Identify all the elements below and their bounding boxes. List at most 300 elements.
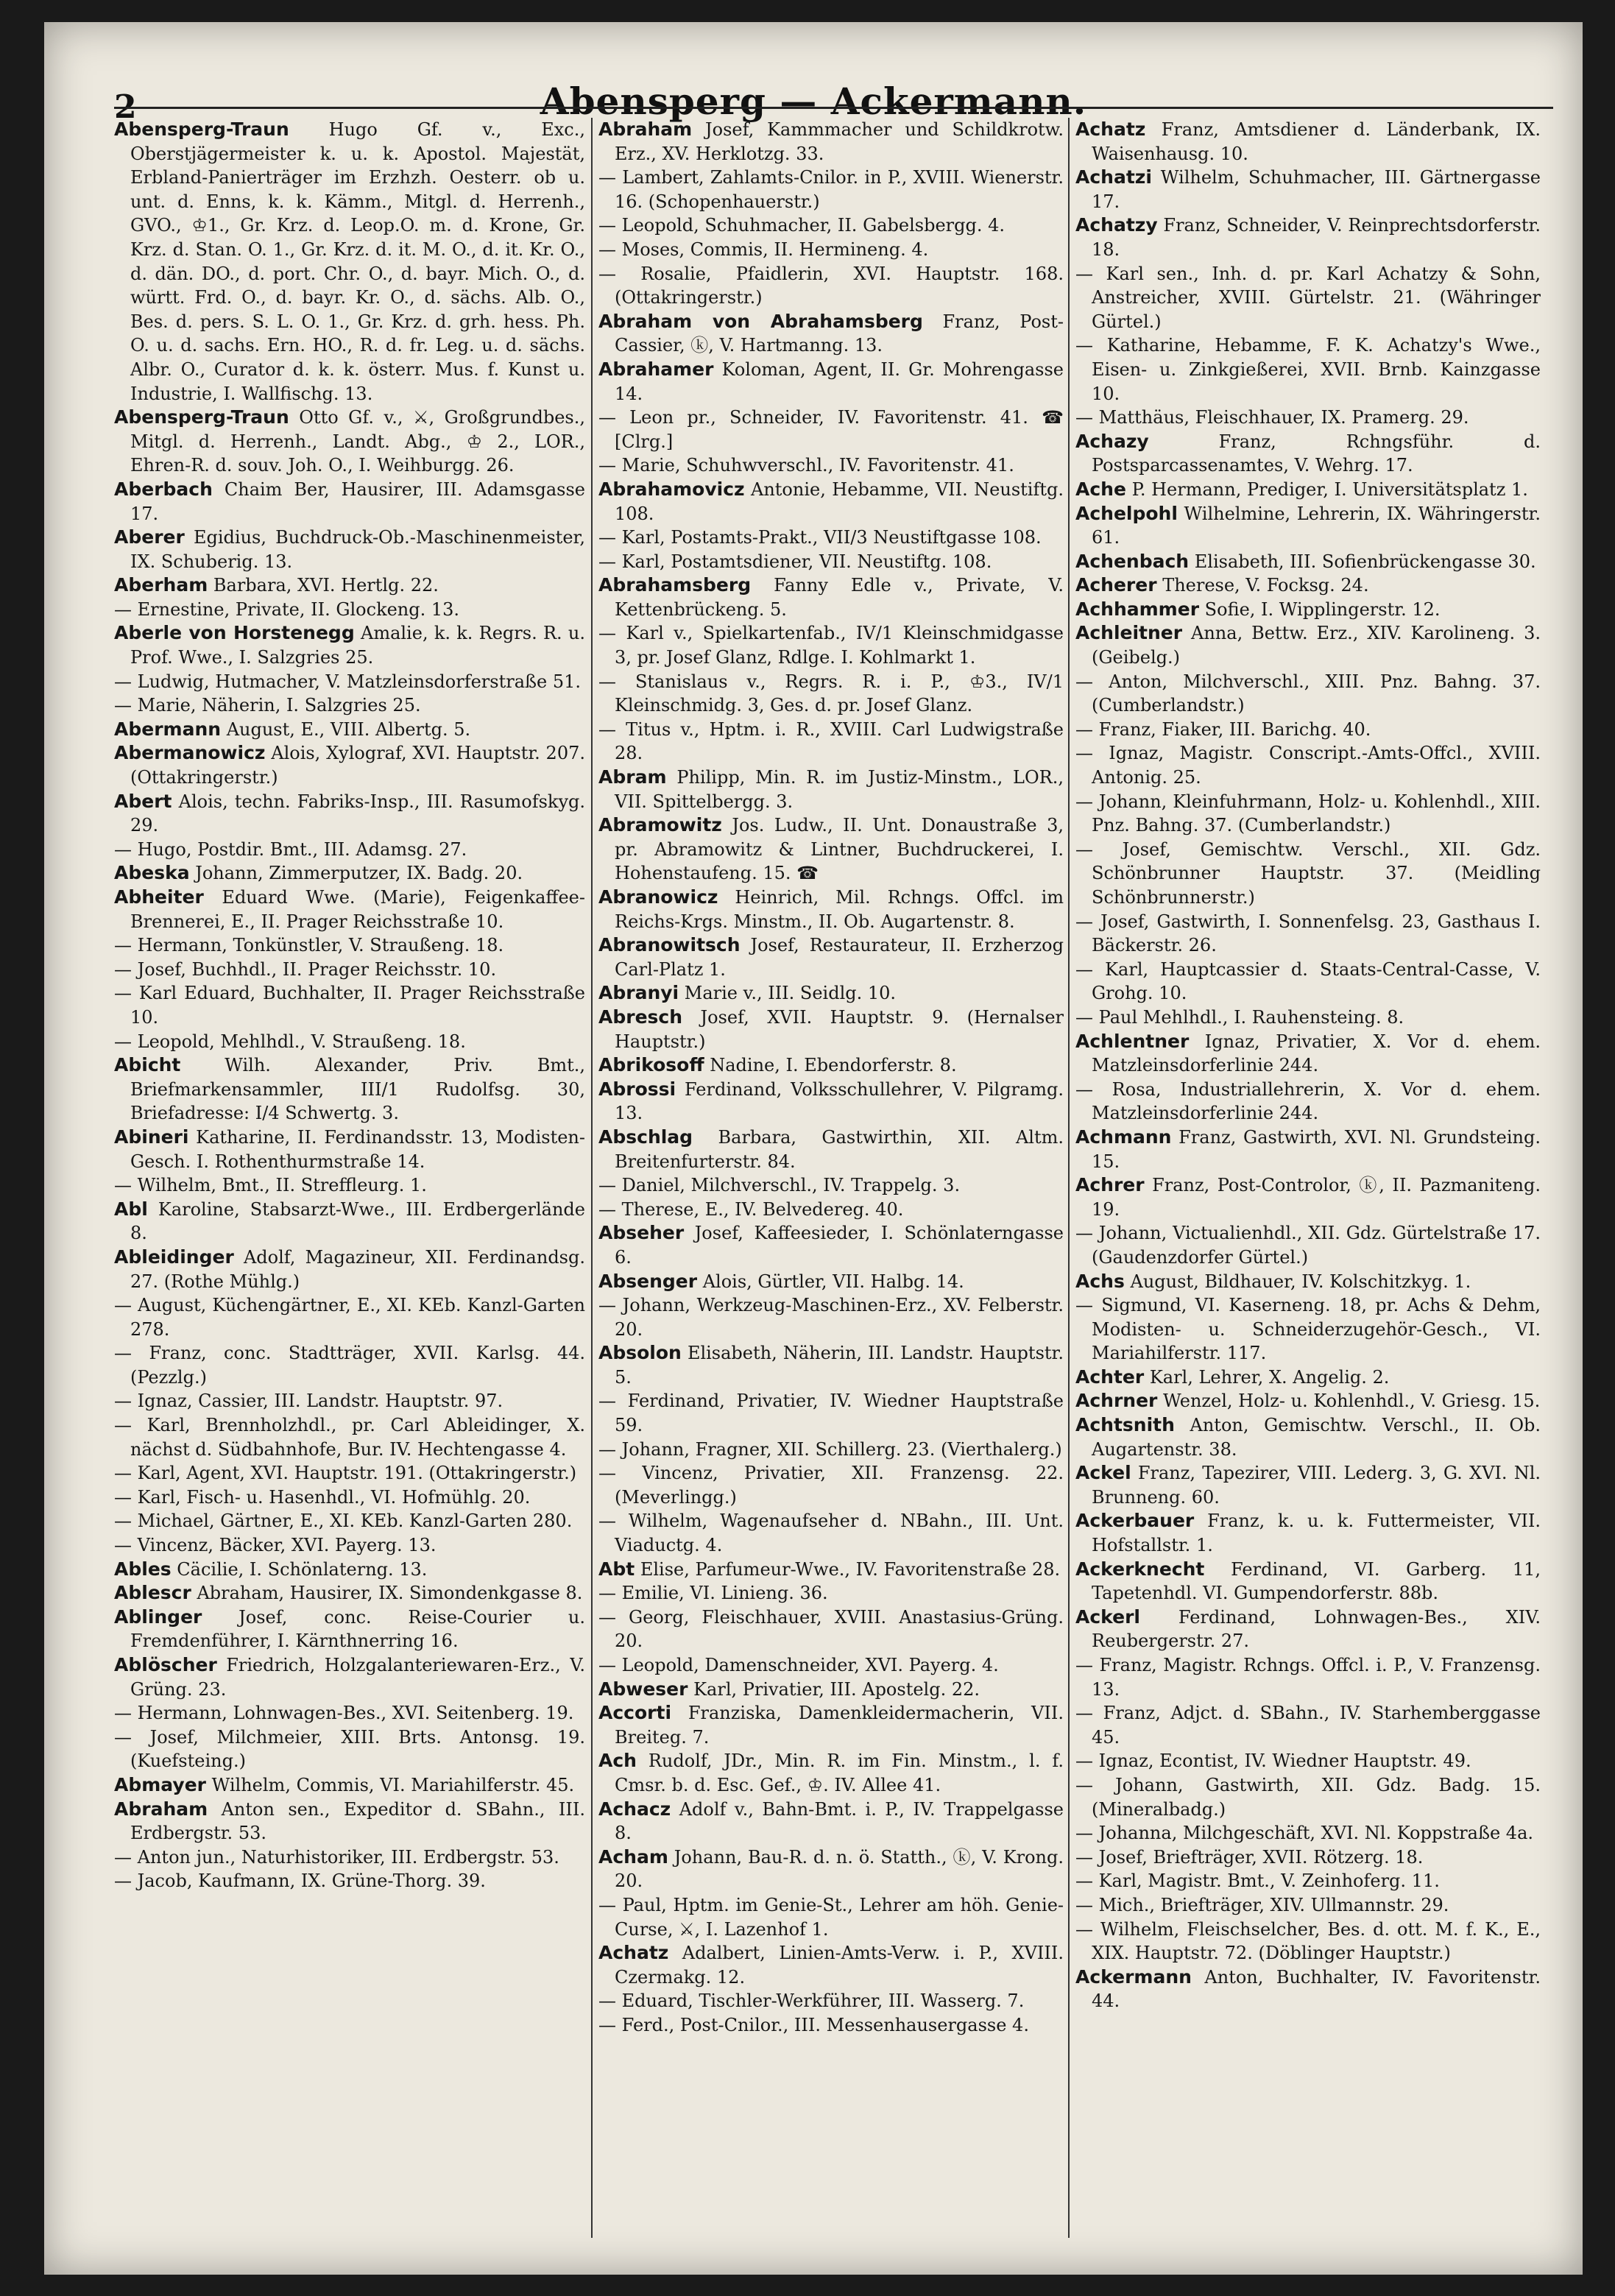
directory-entry (114, 718, 585, 742)
entry-details: Hugo Gf. v., Exc., Oberstjägermeister k. u. k. Apostol. Majestät, Erbland-Panierträger im Erzhzh. Oesterr. ob u. unt. d. Enns, k. k. Kämm., Mitgl. d. Herrenh., GVO., ♔1., Gr. Krz. d. Leop.O. m. d. Krone, Gr. Krz. d. Stan. O. 1., Gr. Krz. d. it. M. O., d. it. Kr. O., d. dän. DO., d. port. Chr. O., d. bayr. Mich. O., d. württ. Frd. O., d. bayr. Kr. O., d. sächs. Alb. O., Bes. d. pers. S. L. O. 1., Gr. Krz. d. grh. hess. Ph. O. u. d. sachs. Ern. HO., R. d. fr. Leg. u. d. sächs. Albr. O., Curator d. k. k. österr. Mus. f. Kunst u. Industrie, I. Wallfischg. 13. (130, 119, 585, 404)
directory-entry (598, 1941, 1064, 1989)
entry-details: Egidius, Buchdruck-Ob.-Maschinenmeister, IX. Schuberig. 13. (130, 527, 585, 572)
entry-surname: Abrahamer (598, 358, 714, 380)
directory-entry (598, 1558, 1064, 1582)
directory-entry (1075, 621, 1541, 669)
directory-entry (114, 1341, 585, 1389)
entry-surname: Abranowitsch (598, 934, 741, 956)
directory-entry (114, 1869, 585, 1893)
entry-details: — Leon pr., Schneider, IV. Favoritenstr. 41. ☎ [Clrg.] (598, 407, 1064, 452)
directory-entry (114, 478, 585, 526)
directory-entry (1075, 1606, 1541, 1653)
entry-surname: Absolon (598, 1342, 682, 1364)
entry-surname: Abramowitz (598, 814, 722, 836)
directory-entry (1075, 718, 1541, 742)
entry-details: — Leopold, Mehlhdl., V. Straußeng. 18. (114, 1031, 466, 1052)
entry-details: Franz, Rchngsführ. d. Postsparcassenamtes, V. Wehrg. 17. (1092, 431, 1541, 476)
entry-details: — Marie, Schuhwverschl., IV. Favoritenstr. 41. (598, 455, 1014, 476)
entry-details: Franz, Schneider, V. Reinprechtsdorferstr. 18. (1092, 215, 1541, 260)
entry-surname: Achhammer (1075, 598, 1200, 620)
entry-surname: Achatz (598, 1942, 669, 1964)
directory-entry (114, 981, 585, 1029)
entry-details: Therese, V. Focksg. 24. (1162, 575, 1369, 596)
entry-details: Rudolf, JDr., Min. R. im Fin. Minstm., l. f. Cmsr. b. d. Esc. Gef., ♔. IV. Allee 41. (615, 1751, 1064, 1795)
entry-surname: Abraham von Abrahamsberg (598, 310, 923, 332)
entry-details: — Ferd., Post-Cnilor., III. Messenhausergasse 4. (598, 2014, 1029, 2035)
directory-entry (1075, 1461, 1541, 1509)
entry-surname: Abschlag (598, 1126, 693, 1148)
entry-details: Franz, Tapezirer, VIII. Lederg. 3, G. XVI. Nl. Brunneng. 60. (1092, 1463, 1541, 1508)
directory-entry (1075, 1893, 1541, 1918)
entry-surname: Ackermann (1075, 1965, 1192, 1988)
directory-entry (1075, 958, 1541, 1006)
directory-entry (114, 1486, 585, 1510)
entry-surname: Achatzy (1075, 214, 1158, 236)
entry-details: Alois, techn. Fabriks-Insp., III. Rasumofskyg. 29. (130, 791, 585, 836)
entry-details: — Josef, Briefträger, XVII. Rötzerg. 18. (1075, 1846, 1424, 1868)
entry-details: — Franz, Magistr. Rchngs. Offcl. i. P., V. Franzensg. 13. (1075, 1655, 1541, 1700)
directory-entry (1075, 1293, 1541, 1366)
directory-entry (114, 1773, 585, 1798)
entry-details: — Karl, Agent, XVI. Hauptstr. 191. (Ottakringerstr.) (114, 1463, 577, 1484)
directory-entry (1075, 1773, 1541, 1821)
entry-details: — Franz, Adjct. d. SBahn., IV. Starhemberggasse 45. (1075, 1703, 1541, 1748)
entry-details: — Georg, Fleischhauer, XVIII. Anastasius-Grüng. 20. (598, 1606, 1064, 1652)
directory-entry (1075, 1006, 1541, 1030)
directory-entry (114, 1845, 585, 1870)
entry-surname: Abensperg-Traun (114, 119, 289, 140)
directory-entry (598, 1461, 1064, 1509)
directory-entry (1075, 1869, 1541, 1893)
entry-details: August, Bildhauer, IV. Kolschitzkyg. 1. (1130, 1271, 1471, 1292)
entry-surname: Abermann (114, 718, 222, 740)
directory-entry (598, 573, 1064, 621)
directory-entry (1075, 166, 1541, 213)
directory-entry (1075, 1701, 1541, 1749)
entry-details: — Titus v., Hptm. i. R., XVIII. Carl Ludwigstraße 28. (598, 718, 1064, 764)
entry-surname: Abrossi (598, 1078, 676, 1100)
directory-entry (598, 1509, 1064, 1557)
directory-entry (598, 1893, 1064, 1941)
directory-entry (114, 1701, 585, 1725)
entry-surname: Achtsnith (1075, 1414, 1175, 1436)
directory-entry (1075, 1389, 1541, 1413)
entry-details: — Moses, Commis, II. Hermineng. 4. (598, 239, 929, 260)
entry-details: — Paul Mehlhdl., I. Rauhensteing. 8. (1075, 1006, 1404, 1028)
entry-details: — Ignaz, Magistr. Conscript.-Amts-Offcl., XVIII. Antonig. 25. (1075, 743, 1541, 788)
directory-entry (598, 766, 1064, 813)
entry-details: — Karl, Magistr. Bmt., V. Zeinhoferg. 11. (1075, 1871, 1440, 1892)
directory-entry (598, 1293, 1064, 1341)
entry-details: — Johann, Werkzeug-Maschinen-Erz., XV. Felberstr. 20. (598, 1295, 1064, 1340)
column-1 (114, 118, 585, 2238)
entry-details: — Johann, Kleinfuhrmann, Holz- u. Kohlenhdl., XIII. Pnz. Bahng. 37. (Cumberlandstr.) (1075, 791, 1541, 836)
directory-entry (1075, 1030, 1541, 1078)
entry-details: — Leopold, Schuhmacher, II. Gabelsbergg. 4. (598, 215, 1006, 236)
directory-entry (1075, 406, 1541, 430)
directory-entry (114, 406, 585, 478)
directory-entry (114, 598, 585, 622)
entry-details: — Rosa, Industriallehrerin, X. Vor d. ehem. Matzleinsdorferlinie 244. (1075, 1078, 1541, 1124)
entry-surname: Ackerknecht (1075, 1558, 1205, 1580)
directory-entry (114, 118, 585, 406)
entry-details: — Wilhelm, Wagenaufseher d. NBahn., III. Unt. Viaductg. 4. (598, 1511, 1064, 1556)
entry-surname: Abraham (114, 1798, 208, 1820)
entry-details: Amalie, k. k. Regrs. R. u. Prof. Wwe., I. Salzgries 25. (130, 623, 585, 668)
entry-details: — Ferdinand, Privatier, IV. Wiedner Hauptstraße 59. (598, 1391, 1064, 1436)
entry-details: Koloman, Agent, II. Gr. Mohrengasse 14. (615, 358, 1064, 404)
directory-entry (1075, 1126, 1541, 1173)
entry-details: Nadine, I. Ebendorferstr. 8. (710, 1055, 957, 1076)
entry-details: Ferdinand, VI. Garberg. 11, Tapetenhdl. VI. Gumpendorferstr. 88b. (1092, 1558, 1541, 1604)
directory-entry (598, 406, 1064, 453)
directory-entry (114, 1461, 585, 1486)
entry-details: — Karl, Fisch- u. Hasenhdl., VI. Hofmühlg. 20. (114, 1486, 531, 1508)
directory-entry (114, 1725, 585, 1773)
directory-entry (598, 1653, 1064, 1678)
entry-details: — Ludwig, Hutmacher, V. Matzleinsdorferstraße 51. (114, 671, 582, 692)
directory-entry (598, 166, 1064, 213)
entry-surname: Aberer (114, 526, 185, 548)
entry-details: Adalbert, Linien-Amts-Verw. i. P., XVIII. Czermakg. 12. (615, 1943, 1064, 1988)
directory-entry (598, 118, 1064, 166)
directory-entry (598, 310, 1064, 358)
entry-details: — Matthäus, Fleischhauer, IX. Pramerg. 29. (1075, 407, 1469, 428)
directory-entry (114, 886, 585, 933)
entry-surname: Abineri (114, 1126, 189, 1148)
entry-details: — August, Küchengärtner, E., XI. KEb. Kanzl-Garten 278. (114, 1295, 585, 1340)
entry-details: — Daniel, Milchverschl., IV. Trappelg. 3. (598, 1175, 961, 1196)
directory-entry (598, 238, 1064, 262)
entry-details: Karl, Privatier, III. Apostelg. 22. (693, 1678, 980, 1700)
directory-entry (598, 1341, 1064, 1389)
entry-surname: Achacz (598, 1798, 671, 1820)
entry-details: — Josef, Milchmeier, XIII. Brts. Antonsg. 19. (Kuefsteing.) (114, 1726, 585, 1772)
directory-entry (598, 1581, 1064, 1606)
directory-entry (1075, 502, 1541, 550)
directory-entry (598, 1053, 1064, 1078)
directory-entry (598, 1198, 1064, 1222)
directory-entry (114, 1606, 585, 1653)
directory-entry (1075, 333, 1541, 406)
entry-details: — Franz, conc. Stadtträger, XVII. Karlsg. 44. (Pezzlg.) (114, 1343, 585, 1388)
directory-entry (114, 1246, 585, 1293)
entry-surname: Ablöscher (114, 1654, 217, 1675)
entry-surname: Abheiter (114, 886, 204, 908)
entry-surname: Achlentner (1075, 1030, 1190, 1052)
entry-details: Sofie, I. Wipplingerstr. 12. (1204, 598, 1441, 620)
entry-details: — Franz, Fiaker, III. Barichg. 40. (1075, 718, 1371, 740)
directory-entry (598, 1389, 1064, 1437)
directory-entry (598, 886, 1064, 933)
directory-entry (598, 981, 1064, 1006)
directory-entry (598, 1078, 1064, 1126)
entry-details: Johann, Zimmerputzer, IX. Badg. 20. (195, 863, 523, 884)
entry-details: — Marie, Näherin, I. Salzgries 25. (114, 695, 421, 716)
entry-details: — Ernestine, Private, II. Glockeng. 13. (114, 598, 460, 620)
directory-entry (598, 718, 1064, 766)
entry-details: Eduard Wwe. (Marie), Feigenkaffee-Brennerei, E., II. Prager Reichsstraße 10. (130, 887, 585, 932)
entry-details: Katharine, II. Ferdinandsstr. 13, Modisten-Gesch. I. Rothenthurmstraße 14. (130, 1126, 585, 1172)
entry-details: Franziska, Damenkleidermacherin, VII. Breiteg. 7. (615, 1703, 1064, 1748)
entry-details: Chaim Ber, Hausirer, III. Adamsgasse 17. (130, 478, 585, 524)
entry-details: Barbara, XVI. Hertlg. 22. (213, 575, 439, 596)
entry-details: Marie v., III. Seidlg. 10. (684, 983, 897, 1004)
directory-entry (114, 670, 585, 694)
entry-details: Ferdinand, Volksschullehrer, V. Pilgramg. 13. (615, 1078, 1064, 1124)
directory-entry (1075, 598, 1541, 622)
directory-entry (1075, 1653, 1541, 1701)
entry-details: — Wilhelm, Fleischselcher, Bes. d. ott. M. f. K., E., XIX. Hauptstr. 72. (Döblinger Hauptstr.) (1075, 1918, 1541, 1964)
entry-details: — Ignaz, Econtist, IV. Wiedner Hauptstr. 49. (1075, 1751, 1471, 1772)
entry-surname: Ablescr (114, 1582, 191, 1604)
directory-entry (598, 2013, 1064, 2038)
entry-surname: Achter (1075, 1366, 1145, 1388)
entry-details: Josef, XVII. Hauptstr. 9. (Hernalser Hauptstr.) (615, 1006, 1064, 1052)
entry-details: Franz, Post-Controlor, ⓚ, II. Pazmaniteng. 19. (1092, 1175, 1541, 1220)
entry-details: — Jacob, Kaufmann, IX. Grüne-Thorg. 39. (114, 1871, 486, 1892)
directory-entry (114, 1653, 585, 1701)
directory-entry (598, 1126, 1064, 1173)
entry-details: Heinrich, Mil. Rchngs. Offcl. im Reichs-Krgs. Minstm., II. Ob. Augartenstr. 8. (615, 887, 1064, 932)
entry-details: Franz, Amtsdiener d. Länderbank, IX. Waisenhausg. 10. (1092, 119, 1541, 164)
directory-entry (1075, 1965, 1541, 2013)
directory-entry (598, 213, 1064, 238)
entry-surname: Ackerbauer (1075, 1510, 1195, 1532)
entry-details: — Therese, E., IV. Belvedereg. 40. (598, 1198, 904, 1220)
entry-surname: Achs (1075, 1270, 1125, 1292)
entry-surname: Aberbach (114, 478, 213, 500)
entry-details: — Anton, Milchverschl., XIII. Pnz. Bahng. 37. (Cumberlandstr.) (1075, 671, 1541, 716)
entry-details: Franz, Post-Cassier, ⓚ, V. Hartmanng. 13. (615, 311, 1064, 356)
entry-details: Jos. Ludw., II. Unt. Donaustraße 3, pr. Abramowitz & Lintner, Buchdruckerei, I. Hohenstaufeng. 15. ☎ (615, 815, 1064, 884)
header-rule (114, 107, 1553, 109)
entry-surname: Achazy (1075, 430, 1149, 452)
entry-details: — Karl, Postamts-Prakt., VII/3 Neustiftgasse 108. (598, 527, 1042, 548)
directory-entry (598, 670, 1064, 718)
entry-details: Wilh. Alexander, Priv. Bmt., Briefmarkensammler, III/1 Rudolfsg. 30, Briefadresse: I/4 Schwertg. 3. (130, 1055, 585, 1124)
directory-entry (114, 693, 585, 718)
entry-surname: Accorti (598, 1702, 672, 1724)
directory-entry (114, 741, 585, 789)
entry-details: Adolf, Magazineur, XII. Ferdinandsg. 27. (Rothe Mühlg.) (130, 1246, 585, 1292)
directory-entry (1075, 1749, 1541, 1773)
entry-surname: Abl (114, 1198, 148, 1220)
entry-details: Anton sen., Expeditor d. SBahn., III. Erdbergstr. 53. (130, 1798, 585, 1844)
entry-details: August, E., VIII. Albertg. 5. (226, 718, 471, 740)
entry-details: Johann, Bau-R. d. n. ö. Statth., ⓚ, V. Krong. 20. (615, 1846, 1064, 1892)
column-3 (1068, 118, 1541, 2238)
entry-details: Wenzel, Holz- u. Kohlenhdl., V. Griesg. 15. (1163, 1391, 1541, 1412)
directory-entry (598, 1173, 1064, 1198)
entry-surname: Abranowicz (598, 886, 718, 908)
entry-details: — Josef, Buchhdl., II. Prager Reichsstr. 10. (114, 958, 497, 980)
entry-details: Ferdinand, Lohnwagen-Bes., XIV. Reubergerstr. 27. (1092, 1606, 1541, 1652)
directory-entry (598, 262, 1064, 310)
directory-entry (1075, 1270, 1541, 1294)
entry-details: Josef, Kaffeesieder, I. Schönlaterngasse 6. (615, 1223, 1064, 1268)
entry-details: Wilhelm, Commis, VI. Mariahilferstr. 45. (211, 1774, 575, 1795)
entry-details: Philipp, Min. R. im Justiz-Minstm., LOR., VII. Spittelbergg. 3. (615, 767, 1064, 812)
entry-surname: Achrer (1075, 1174, 1145, 1196)
entry-surname: Achenbach (1075, 550, 1190, 572)
entry-surname: Ableidinger (114, 1246, 234, 1268)
directory-entry (598, 478, 1064, 526)
directory-entry (114, 1198, 585, 1246)
entry-details: — Karl, Postamtsdiener, VII. Neustiftg. 108. (598, 551, 992, 572)
entry-details: — Johanna, Milchgeschäft, XVI. Nl. Koppstraße 4a. (1075, 1823, 1534, 1844)
entry-details: — Hermann, Tonkünstler, V. Straußeng. 18. (114, 935, 504, 956)
directory-entry (1075, 910, 1541, 958)
directory-entry (1075, 1078, 1541, 1126)
directory-entry (598, 1221, 1064, 1269)
entry-details: — Leopold, Damenschneider, XVI. Payerg. 4. (598, 1655, 999, 1675)
entry-details: Wilhelm, Schuhmacher, III. Gärtnergasse 17. (1092, 167, 1541, 212)
directory-entry (598, 1270, 1064, 1294)
entry-details: — Lambert, Zahlamts-Cnilor. in P., XVIII. Wienerstr. 16. (Schopenhauerstr.) (598, 167, 1064, 212)
directory-entry (598, 1989, 1064, 2013)
directory-entry (1075, 1509, 1541, 1557)
directory-entry (1075, 1221, 1541, 1269)
directory-entry (598, 1606, 1064, 1653)
entry-surname: Achmann (1075, 1126, 1172, 1148)
entry-details: — Josef, Gemischtw. Verschl., XII. Gdz. Schönbrunner Hauptstr. 37. (Meidling Schönbrunnerstr.) (1075, 838, 1541, 908)
entry-surname: Ablinger (114, 1606, 202, 1628)
column-2 (591, 118, 1064, 2238)
entry-details: Josef, Kammmacher und Schildkrotw. Erz., XV. Herklotzg. 33. (615, 119, 1064, 164)
entry-surname: Acherer (1075, 574, 1157, 596)
running-head: Abensperg — Ackermann. (540, 80, 1087, 123)
entry-surname: Abranyi (598, 982, 679, 1004)
directory-entry (114, 1558, 585, 1582)
entry-details: — Wilhelm, Bmt., II. Streffleurg. 1. (114, 1175, 427, 1196)
directory-entry (598, 358, 1064, 406)
entry-surname: Achatzi (1075, 166, 1152, 188)
entry-details: Otto Gf. v., ⚔, Großgrundbes., Mitgl. d. Herrenh., Landt. Abg., ♔ 2., LOR., Ehren-R. d. souv. Joh. O., I. Weihburgg. 26. (130, 407, 585, 476)
directory-entry (1075, 1821, 1541, 1845)
page-header (44, 66, 1583, 125)
entry-details: Elisabeth, Näherin, III. Landstr. Hauptstr. 5. (615, 1343, 1064, 1388)
directory-entry (114, 1533, 585, 1558)
entry-details: — Hugo, Postdir. Bmt., III. Adamsg. 27. (114, 838, 467, 860)
directory-entry (1075, 118, 1541, 166)
entry-surname: Ache (1075, 478, 1126, 500)
directory-entry (1075, 1918, 1541, 1965)
directory-entry (1075, 430, 1541, 478)
entry-surname: Abrikosoff (598, 1054, 704, 1076)
directory-entry (114, 958, 585, 982)
entry-surname: Abert (114, 790, 172, 812)
directory-entry (1075, 478, 1541, 502)
entry-details: — Karl, Brennholzhdl., pr. Carl Ableidinger, X. nächst d. Südbahnhofe, Bur. IV. Hechtengasse 4. (114, 1415, 585, 1460)
entry-details: — Katharine, Hebamme, F. K. Achatzy's Wwe., Eisen- u. Zinkgießerei, XVII. Brnb. Kainzgasse 10. (1075, 335, 1541, 404)
directory-entry (1075, 1413, 1541, 1461)
entry-surname: Abram (598, 766, 667, 788)
directory-entry (1075, 741, 1541, 789)
directory-page (44, 22, 1583, 2275)
directory-entry (1075, 790, 1541, 838)
directory-entry (598, 933, 1064, 981)
entry-details: Alois, Gürtler, VII. Halbg. 14. (702, 1271, 964, 1292)
entry-details: — Paul, Hptm. im Genie-St., Lehrer am höh. Genie-Curse, ⚔, I. Lazenhof 1. (598, 1894, 1064, 1940)
entry-surname: Abeska (114, 862, 190, 884)
directory-entry (598, 1678, 1064, 1702)
entry-details: Fanny Edle v., Private, V. Kettenbrückeng. 5. (615, 575, 1064, 620)
entry-details: Wilhelmine, Lehrerin, IX. Währingerstr. 61. (1092, 503, 1541, 548)
entry-details: — Vincenz, Bäcker, XVI. Payerg. 13. (114, 1535, 437, 1556)
entry-details: Ignaz, Privatier, X. Vor d. ehem. Matzleinsdorferlinie 244. (1092, 1031, 1541, 1076)
entry-details: Antonie, Hebamme, VII. Neustiftg. 108. (615, 478, 1064, 524)
entry-details: — Eduard, Tischler-Werkführer, III. Wasserg. 7. (598, 1991, 1025, 2012)
entry-surname: Achrner (1075, 1390, 1158, 1412)
entry-details: Karoline, Stabsarzt-Wwe., III. Erdbergerlände 8. (130, 1198, 585, 1244)
entry-details: Elise, Parfumeur-Wwe., IV. Favoritenstraße 28. (640, 1558, 1061, 1580)
entry-surname: Absenger (598, 1270, 698, 1292)
directory-entry (598, 1845, 1064, 1893)
entry-surname: Abensperg-Traun (114, 406, 289, 428)
entry-details: — Karl sen., Inh. d. pr. Karl Achatzy & Sohn, Anstreicher, XVIII. Gürtelstr. 21. (Währinger Gürtel.) (1075, 263, 1541, 332)
entry-details: — Michael, Gärtner, E., XI. KEb. Kanzl-Garten 280. (114, 1511, 573, 1532)
directory-entry (114, 526, 585, 573)
directory-entry (598, 1749, 1064, 1797)
entry-details: — Ignaz, Cassier, III. Landstr. Hauptstr. 97. (114, 1391, 503, 1412)
directory-entry (1075, 573, 1541, 598)
entry-details: Adolf v., Bahn-Bmt. i. P., IV. Trappelgasse 8. (615, 1798, 1064, 1844)
directory-entry (598, 453, 1064, 478)
entry-surname: Aberle von Horstenegg (114, 622, 355, 644)
directory-entry (598, 1006, 1064, 1053)
directory-entry (114, 1126, 585, 1173)
entry-details: Anton, Gemischtw. Verschl., II. Ob. Augartenstr. 38. (1092, 1415, 1541, 1460)
entry-surname: Abraham (598, 119, 693, 140)
entry-surname: Achleitner (1075, 622, 1183, 644)
entry-details: — Vincenz, Privatier, XII. Franzensg. 22. (Meverlingg.) (598, 1463, 1064, 1508)
entry-details: Franz, Gastwirth, XVI. Nl. Grundsteing. 15. (1092, 1126, 1541, 1172)
directory-entry (598, 1438, 1064, 1462)
entry-details: — Mich., Briefträger, XIV. Ullmannstr. 29. (1075, 1894, 1449, 1915)
entry-details: — Johann, Victualienhdl., XII. Gdz. Gürtelstraße 17. (Gaudenzdorfer Gürtel.) (1075, 1223, 1541, 1268)
directory-entry (114, 1509, 585, 1533)
directory-entry (598, 1798, 1064, 1845)
entry-details: — Karl v., Spielkartenfab., IV/1 Kleinschmidgasse 3, pr. Josef Glanz, Rdlge. I. Kohlmarkt 1. (598, 623, 1064, 668)
directory-entry (114, 1798, 585, 1845)
entry-details: Franz, k. u. k. Futtermeister, VII. Hofstallstr. 1. (1092, 1511, 1541, 1556)
entry-details: — Hermann, Lohnwagen-Bes., XVI. Seitenberg. 19. (114, 1703, 574, 1724)
columns (114, 118, 1557, 2238)
directory-entry (114, 1030, 585, 1054)
entry-details: Elisabeth, III. Sofienbrückengasse 30. (1194, 551, 1536, 572)
directory-entry (1075, 550, 1541, 574)
directory-entry (114, 790, 585, 838)
directory-entry (114, 1413, 585, 1461)
entry-details: P. Hermann, Prediger, I. Universitätsplatz 1. (1131, 478, 1528, 500)
entry-details: Anton, Buchhalter, IV. Favoritenstr. 44. (1092, 1966, 1541, 2012)
entry-surname: Ackel (1075, 1462, 1131, 1484)
entry-surname: Abresch (598, 1006, 683, 1028)
entry-details: — Johann, Gastwirth, XII. Gdz. Badg. 15. (Mineralbadg.) (1075, 1774, 1541, 1820)
entry-details: — Sigmund, VI. Kaserneng. 18, pr. Achs & Dehm, Modisten- u. Schneiderzugehör-Gesch., VI. Mariahilferstr. 117. (1075, 1295, 1541, 1364)
entry-details: — Johann, Fragner, XII. Schillerg. 23. (Vierthalerg.) (598, 1438, 1062, 1460)
entry-details: Friedrich, Holzgalanteriewaren-Erz., V. Grüng. 23. (130, 1655, 585, 1700)
entry-details: — Emilie, VI. Linieng. 36. (598, 1583, 828, 1604)
directory-entry (114, 1173, 585, 1198)
entry-surname: Abermanowicz (114, 742, 266, 764)
directory-entry (114, 1581, 585, 1606)
entry-surname: Aberham (114, 574, 208, 596)
entry-surname: Abmayer (114, 1773, 206, 1795)
entry-details: Anna, Bettw. Erz., XIV. Karolineng. 3. (Geibelg.) (1092, 623, 1541, 668)
entry-surname: Ach (598, 1750, 637, 1772)
